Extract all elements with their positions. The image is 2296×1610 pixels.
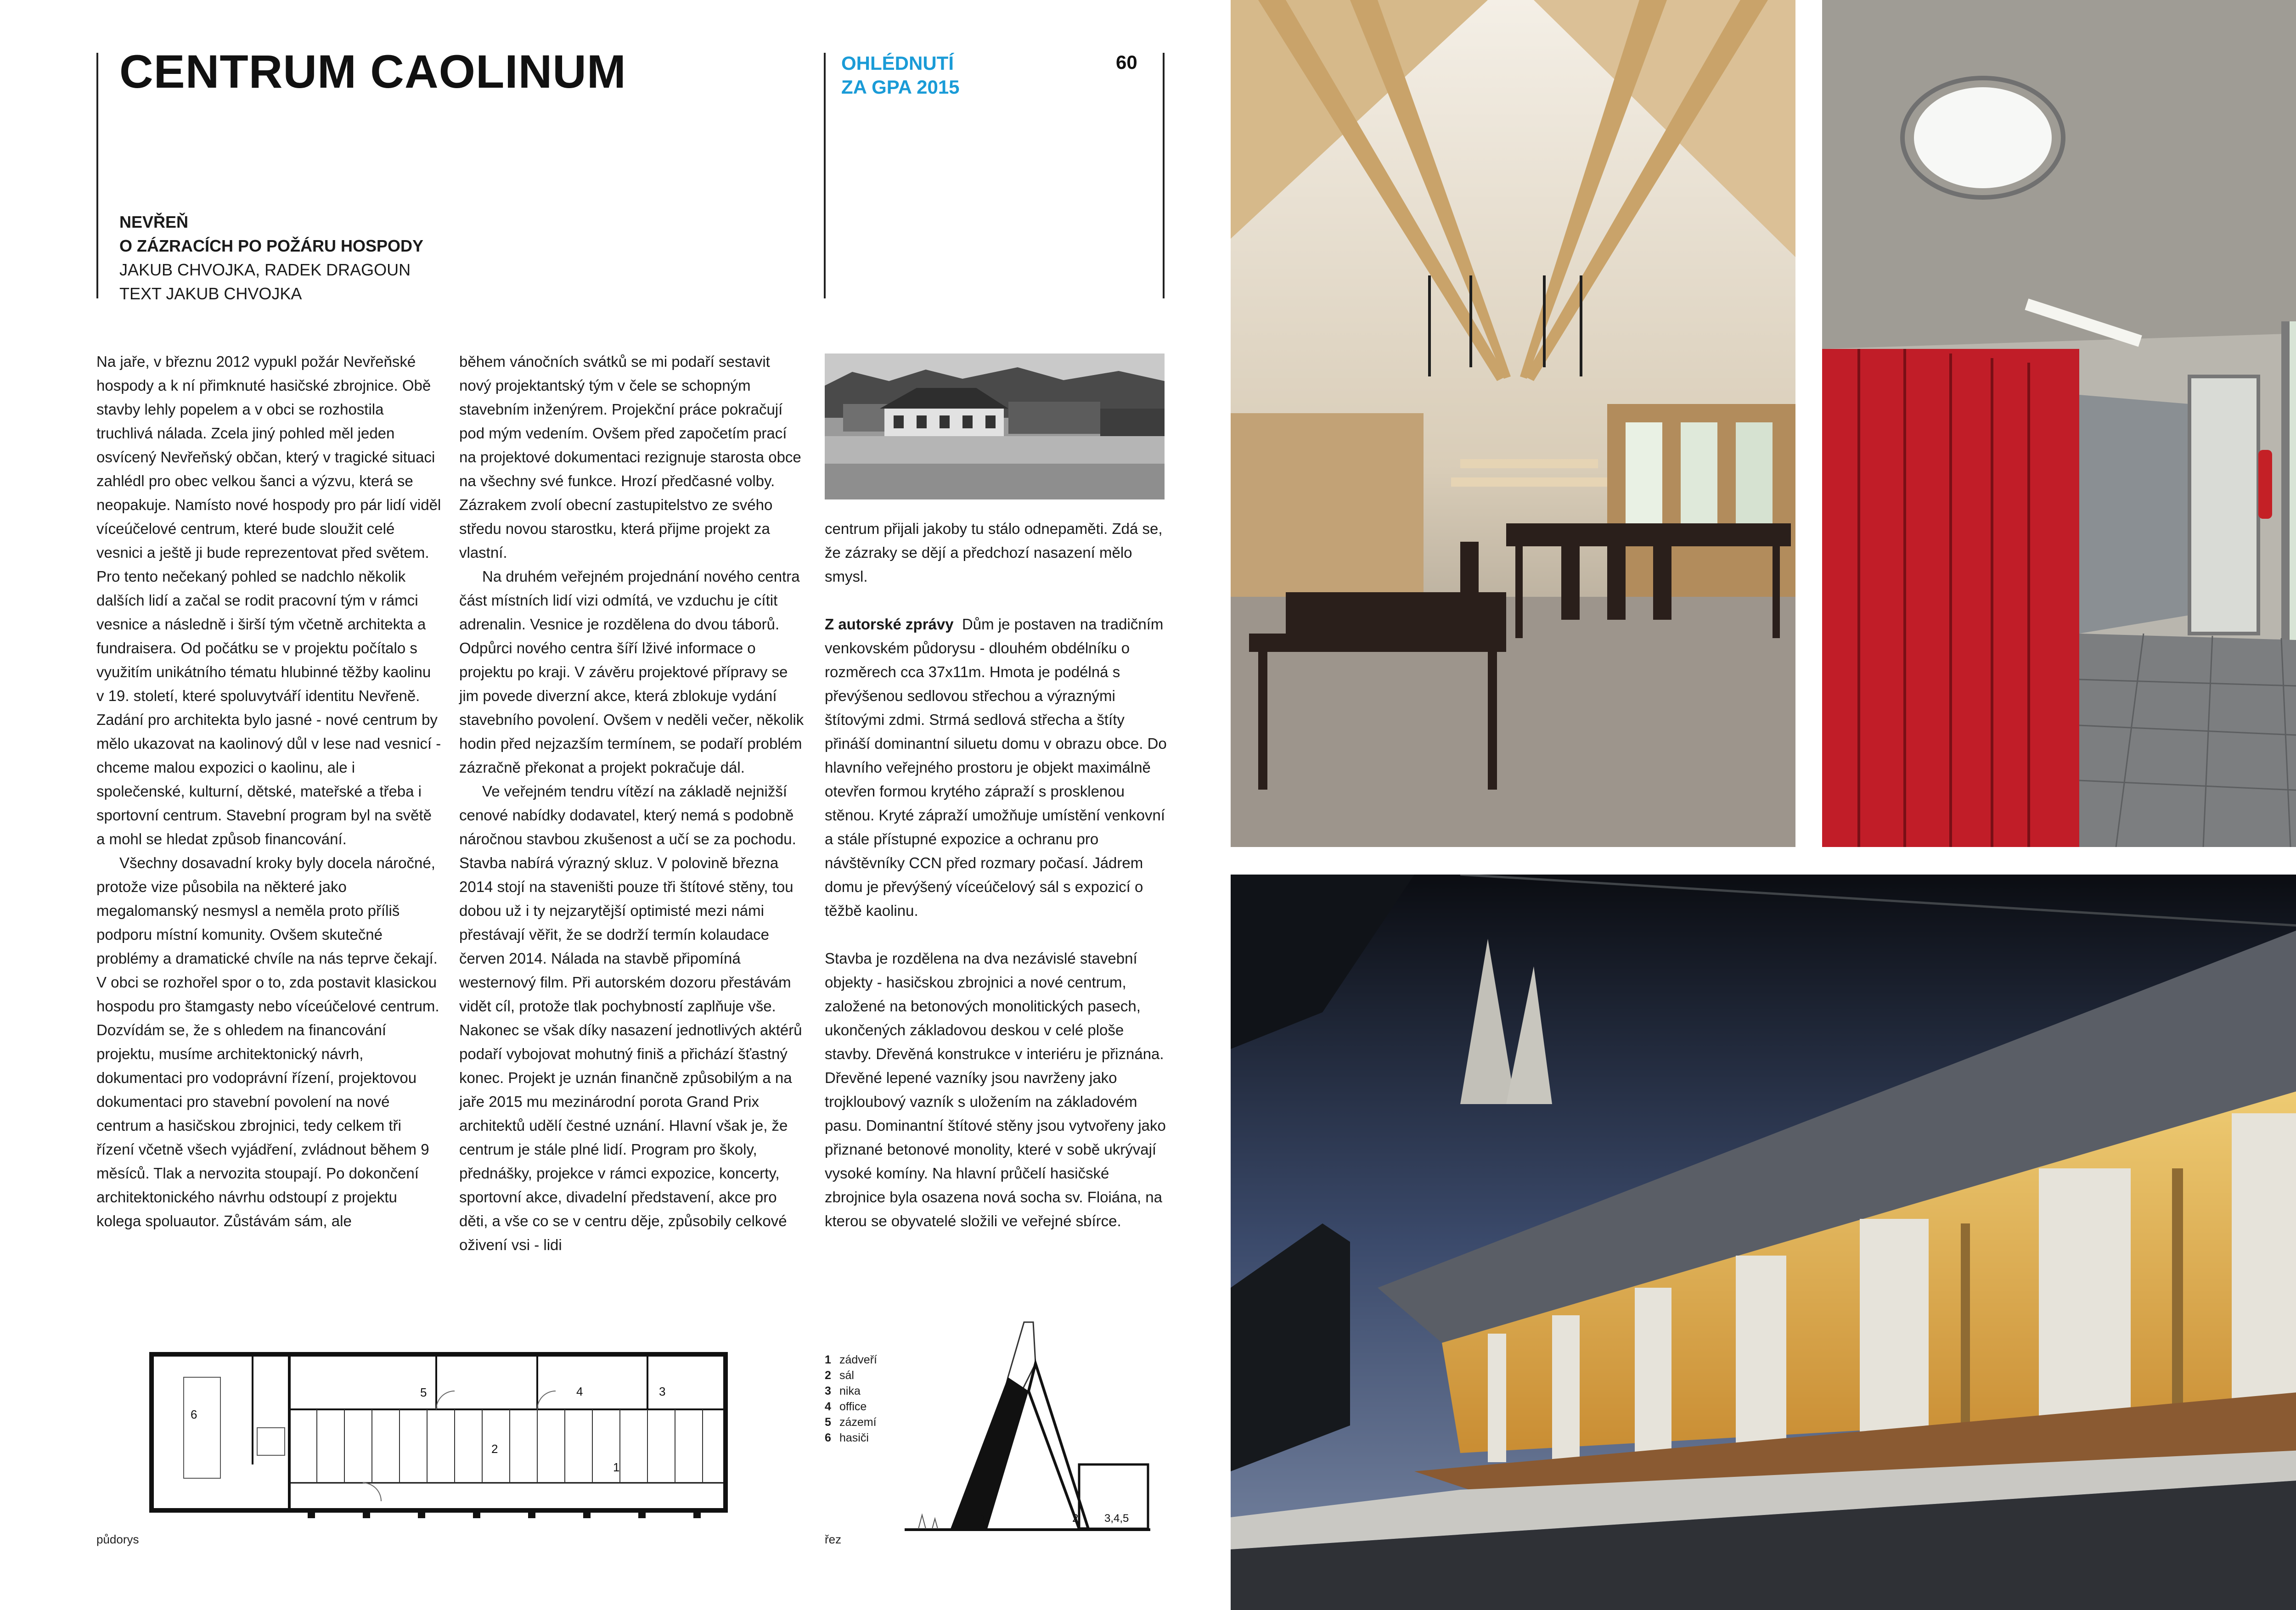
section-rule-right <box>1163 53 1165 298</box>
title-rule <box>96 53 98 298</box>
room-legend <box>825 1352 877 1446</box>
text-column-3: centrum přijali jakoby tu stálo odnepaměti. Zdá se, že zázraky se dějí a předchozí nasazení mělo smysl. Z autorské zprávy Dům je postaven na tradičním venkovském půdorysu - dlouhém obdélníku o rozměrech cca 37x11m. Hmota je podélná s převýšenou sedlovou střechou a výraznými štítovými zdmi. Strmá sedlová střecha a štíty přináší dominantní siluetu domu v obrazu obce. Do hlavního veřejného prostoru je objekt maximálně otevřen formou krytého zápraží s prosklenou stěnou. Kryté zápraží umožňuje umístění venkovní a stále přístupné expozice a ochranu pro návštěvníky CCN před rozmary počasí. Jádrem domu je převýšený víceúčelový sál s expozicí o těžbě kaolinu. Stavba je rozdělena na dva nezávislé stavební objekty - hasičskou zbrojnici a nové centrum, založené na betonových monolitických pasech, ukončených základovou deskou v celé ploše stavby. Dřevěná konstrukce v interiéru je přiznána. Dřevěné lepené vazníky jsou navrženy jako trojkloubový vazník s uložením na základovém pasu. Dominantní štítové stěny jsou vytvořeny jako přiznané betonové monolity, které v sobě ukrývají vysoké komíny. Na hlavní průčelí hasičské zbrojnice byla osazena nová socha sv. Floiána, na kterou se obyvatelé složili ve veřejné sbírce. <box>825 520 1167 1229</box>
plan-label-5: 5 <box>420 1386 427 1399</box>
page-title: CENTRUM CAOLINUM <box>119 45 626 98</box>
legend-item: 1 zádveří <box>825 1353 877 1366</box>
plan-label-6: 6 <box>191 1408 197 1421</box>
legend-item: 5 zázemí <box>825 1416 877 1429</box>
text-column-1: Na jaře, v březnu 2012 vypukl požár Nevřeňské hospody a k ní přimknuté hasičské zbrojnice. Obě stavby lehly popelem a v obci se rozhostila truchlivá nálada. Zcela jiný pohled měl jeden osvícený Nevřeňský občan, který v tragické situaci zahlédl pro obec velkou šanci a výzvu, která se neopakuje. Namísto nové hospody pro pár lidí viděl víceúčelové centrum, které bude sloužit celé vesnici a ještě ji bude reprezentovat před světem. Pro tento nečekaný pohled se nadchlo několik dalších lidí a začal se rodit pracovní tým v rámci vesnice a následně i širší tým včetně architekta a fundraisera. Od počátku se v projektu počítalo s využitím unikátního tématu hlubinné těžby kaolinu v 19. století, které spoluvytváří identitu Nevřeně. Zadání pro architekta bylo jasné - nové centrum by mělo ukazovat na kaolinový důl v lese nad vesnicí - chceme malou expozici o kaolinu, ale i společenské, kulturní, dětské, mateřské a třeba i sportovní centrum. Stavební program byl na světě a mohl se hledat způsob financování. Všechny dosavadní kroky byly docela náročné, protože vize působila na některé jako megalomanský nesmysl a neměla proto příliš podporu místní komunity. Ovšem skutečné problémy a dramatické chvíle na nás teprve čekají. V obci se rozhořel spor o to, zda postavit klasickou hospodu pro štamgasty nebo víceúčelové centrum. Dozvídám se, že s ohledem na financování projektu, musíme architektonický návrh, dokumentaci pro vodoprávní řízení, projektovou dokumentaci pro stavební povolení na nové centrum a hasičskou zbrojnici, tedy celkem tři řízení včetně všech vyjádření, zvládnout během 9 měsíců. Tlak a nervozita stoupají. Po dokončení architektonického návrhu odstoupí z projektu kolega spoluautor. Zůstávám sám, ale <box>96 353 441 1229</box>
author-report-heading: Z autorské zprávy <box>825 616 954 633</box>
text-column-2: během vánočních svátků se mi podaří sestavit nový projektantský tým v čele se schopným stavebním inženýrem. Projekční práce pokračují pod mým vedením. Ovšem před započetím prací na projektové dokumentaci rezignuje starosta obce na všechny své funkce. Hrozí předčasné volby. Zázrakem zvolí obecní zastupitelstvo ze svého středu novou starostku, která přijme projekt za vlastní. Na druhém veřejném projednání nového centra část místních lidí vizi odmítá, ve vzduchu je cítit adrenalin. Vesnice je rozdělena do dvou táborů. Odpůrci nového centra šíří lživé informace o projektu po kraji. V závěru projektové přípravy se jim povede diverzní akce, která zblokuje vydání stavebního povolení. Ovšem v neděli večer, několik hodin před nejzazším termínem, se podaří problém zázračně překonat a projekt pokračuje dál. Ve veřejném tendru vítězí na základě nejnižší cenové nabídky dodavatel, který nemá s podobně náročnou stavbou zkušenost a učí se za pochodu. Stavba nabírá výrazný skluz. V polovině března 2014 stojí na staveništi pouze tři štítové stěny, tou dobou už i ty nejzarytější optimisté mezi námi přestávají věřit, že se dodrží termín kolaudace červen 2014. Nálada na stavbě připomíná westernový film. Při autorském dozoru přestávám vidět cíl, protože tlak pochybností zaplňuje vše. Nakonec se však díky nasazení jednotlivých aktérů podaří vybojovat mohutný finiš a přichází šťastný konec. Projekt je uznán finančně způsobilým a na jaře 2015 mu mezinárodní porota Grand Prix architektů udělí čestné uznání. Hlavní však je, že centrum je stále plné lidí. Program pro školy, přednášky, projekce v rámci expozice, koncerty, sportovní akce, divadelní představení, akce pro děti, a vše co se v centru děje, způsobily celkové oživení vsi - lidi <box>459 353 804 1253</box>
section-label-2: 2 <box>1072 1512 1079 1525</box>
section-rule-left <box>824 53 826 298</box>
legend-item: 3 nika <box>825 1385 861 1397</box>
locker-room-photo <box>1822 0 2296 847</box>
section-caption: řez <box>825 1532 842 1546</box>
historic-photo <box>825 353 1165 499</box>
plan-label-4: 4 <box>576 1385 583 1398</box>
legend-item: 4 office <box>825 1400 867 1413</box>
section-drawing <box>895 1313 1153 1533</box>
plan-label-2: 2 <box>491 1442 498 1456</box>
plan-caption: půdorys <box>96 1532 139 1546</box>
plan-label-1: 1 <box>613 1460 620 1474</box>
section-label-1: 1 <box>980 1512 987 1525</box>
page-number: 60 <box>1116 51 1137 73</box>
section-label-3: 3,4,5 <box>1104 1512 1129 1525</box>
interior-hall-photo <box>1231 0 1795 847</box>
plan-label-3: 3 <box>659 1385 666 1398</box>
legend-item: 2 sál <box>825 1369 854 1382</box>
exterior-night-photo <box>1231 875 2296 1610</box>
section-label: OHLÉDNUTÍ ZA GPA 2015 <box>841 52 960 98</box>
legend-item: 6 hasiči <box>825 1431 869 1444</box>
floor-plan-drawing <box>142 1345 744 1543</box>
article-subtitle: NEVŘEŇ O ZÁZRACÍCH PO POŽÁRU HOSPODY JAKUB CHVOJKA, RADEK DRAGOUN TEXT JAKUB CHVOJKA <box>119 213 424 303</box>
